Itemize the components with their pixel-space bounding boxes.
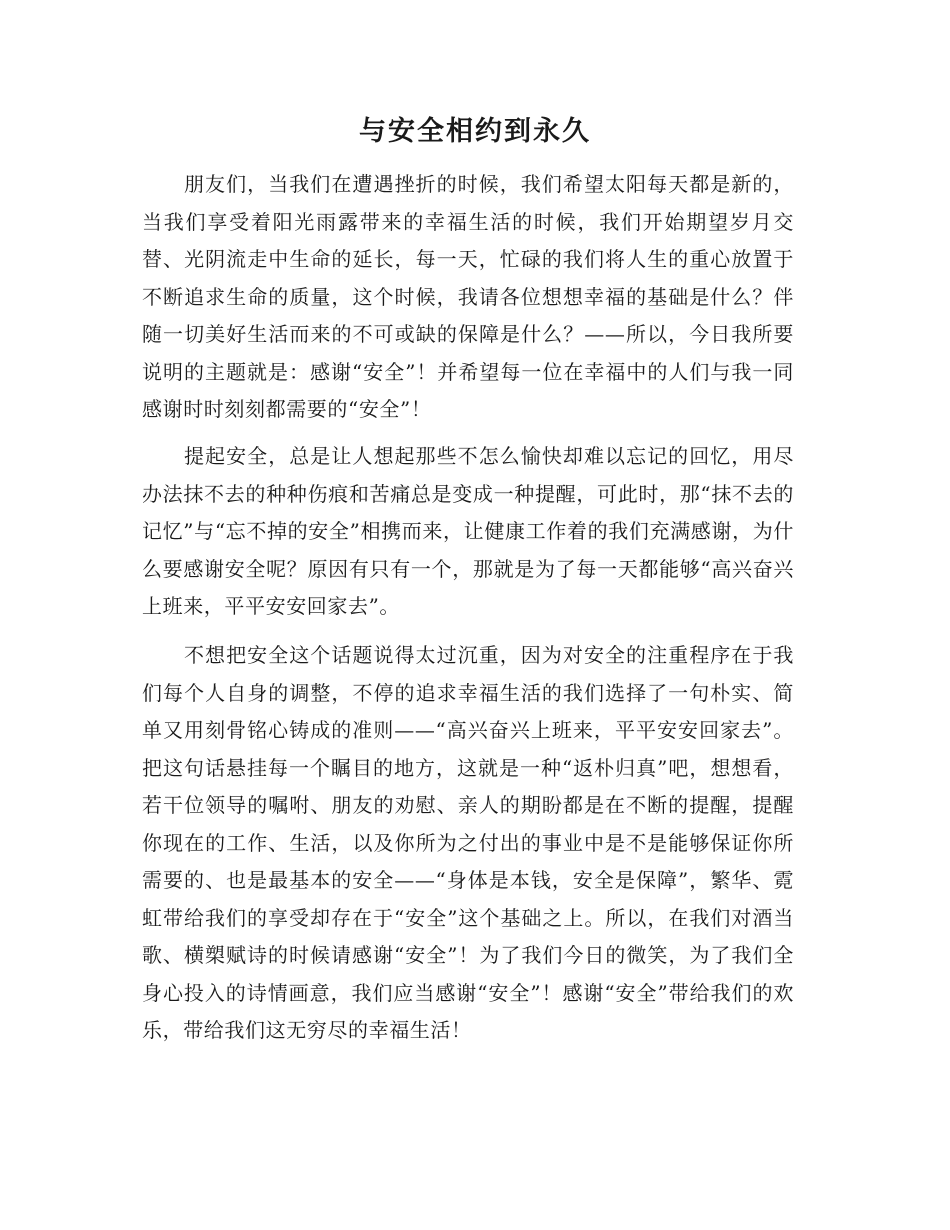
paragraph-2: 提起安全，总是让人想起那些不怎么愉快却难以忘记的回忆，用尽办法抹不去的种种伤痕和苦痛总是变成一种提醒，可此时，那“抹不去的记忆”与“忘不掉的安全”相携而来，让健康工作着的我们充满感谢，为什么要感谢安全呢？原因有只有一个，那就是为了每一天都能够“高兴奋兴上班来，平平安安回家去”。: [142, 444, 794, 618]
paragraph-3: 不想把安全这个话题说得太过沉重，因为对安全的注重程序在于我们每个人自身的调整，不停的追求幸福生活的我们选择了一句朴实、简单又用刻骨铭心铸成的准则——“高兴奋兴上班来，平平安安回家去”。把这句话悬挂每一个瞩目的地方，这就是一种“返朴归真”吧，想想看，若干位领导的嘱咐、朋友的劝慰、亲人的期盼都是在不断的提醒，提醒你现在的工作、生活，以及你所为之付出的事业中是不是能够保证你所需要的、也是最基本的安全——“身体是本钱，安全是保障”，繁华、霓虹带给我们的享受却存在于“安全”这个基础之上。所以，在我们对酒当歌、横槊赋诗的时候请感谢“安全”！为了我们今日的微笑，为了我们全身心投入的诗情画意，我们应当感谢“安全”！感谢“安全”带给我们的欢乐，带给我们这无穷尽的幸福生活！: [142, 643, 794, 1042]
document-title: 与安全相约到永久: [359, 116, 591, 147]
paragraph-1: 朋友们，当我们在遭遇挫折的时候，我们希望太阳每天都是新的，当我们享受着阳光雨露带来的幸福生活的时候，我们开始期望岁月交替、光阴流走中生命的延长，每一天，忙碌的我们将人生的重心放置于不断追求生命的质量，这个时候，我请各位想想幸福的基础是什么？伴随一切美好生活而来的不可或缺的保障是什么？——所以，今日我所要说明的主题就是：感谢“安全”！并希望每一位在幸福中的人们与我一同感谢时时刻刻都需要的“安全”！: [142, 172, 794, 421]
